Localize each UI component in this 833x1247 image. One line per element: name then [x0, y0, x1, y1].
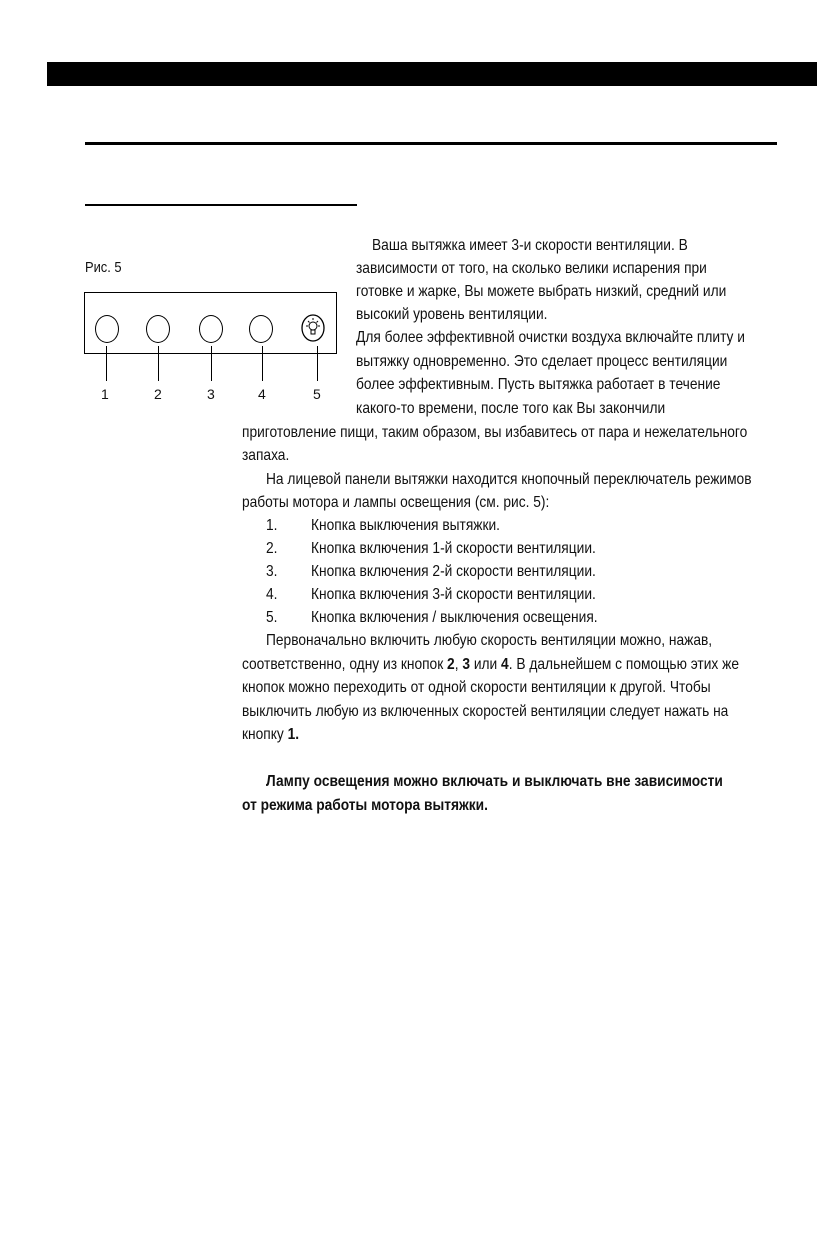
text-span: . В дальнейшем с помощью этих же: [508, 656, 739, 673]
text-line: более эффективным. Пусть вытяжка работает в течение: [356, 376, 721, 393]
text-line: вытяжку одновременно. Это сделает процесс вентиляции: [356, 353, 728, 370]
list-number: 4.: [266, 586, 278, 603]
text-line: зависимости от того, на сколько велики испарения при: [356, 260, 707, 277]
text-line: запаха.: [242, 447, 290, 464]
text-line: На лицевой панели вытяжки находится кнопочный переключатель режимов: [266, 471, 752, 488]
bold-button-ref: 4: [501, 656, 509, 673]
header-bar: [47, 62, 817, 86]
leader-line: [106, 346, 107, 381]
text-line: Первоначально включить любую скорость вентиляции можно, нажав,: [266, 632, 713, 649]
list-item: Кнопка включения / выключения освещения.: [311, 609, 598, 626]
note-line: Лампу освещения можно включать и выключать вне зависимости: [266, 773, 723, 790]
text-line: [242, 726, 299, 744]
text-line: выключить любую из включенных скоростей вентиляции следует нажать на: [242, 703, 729, 720]
text-span: или: [470, 656, 502, 673]
list-item: Кнопка включения 1-й скорости вентиляции.: [311, 540, 596, 557]
list-item: Кнопка включения 3-й скорости вентиляции.: [311, 586, 596, 603]
bold-button-ref: 2: [447, 656, 455, 673]
list-number: 1.: [266, 517, 278, 534]
text-line: приготовление пищи, таким образом, вы избавитесь от пара и нежелательного: [242, 424, 748, 441]
text-line: Ваша вытяжка имеет 3-и скорости вентиляции. В: [372, 237, 688, 254]
list-item: Кнопка выключения вытяжки.: [311, 517, 501, 534]
button-4-circle: [249, 315, 273, 343]
list-number: 3.: [266, 563, 278, 580]
button-2-circle: [146, 315, 170, 343]
text-span: кнопку: [242, 726, 288, 743]
subsection-divider: [85, 204, 357, 206]
leader-line: [211, 346, 212, 381]
text-line: высокий уровень вентиляции.: [356, 306, 548, 323]
button-number: 5: [313, 386, 321, 402]
text-line: какого-то времени, после того как Вы закончили: [356, 400, 666, 417]
section-divider: [85, 142, 777, 145]
leader-line: [317, 346, 318, 381]
figure-caption: Рис. 5: [85, 259, 122, 276]
list-number: 5.: [266, 609, 278, 626]
button-number: 4: [258, 386, 266, 402]
button-number: 2: [154, 386, 162, 402]
bold-button-ref: 1.: [287, 726, 300, 743]
leader-line: [158, 346, 159, 381]
text-line: готовке и жарке, Вы можете выбрать низкий, средний или: [356, 283, 727, 300]
button-1-circle: [95, 315, 119, 343]
text-line: кнопок можно переходить от одной скорости вентиляции к другой. Чтобы: [242, 679, 711, 696]
button-3-circle: [199, 315, 223, 343]
list-item: Кнопка включения 2-й скорости вентиляции.: [311, 563, 596, 580]
text-span: ,: [454, 656, 463, 673]
text-line: [242, 656, 739, 674]
lamp-icon: [301, 314, 325, 342]
leader-line: [262, 346, 263, 381]
bold-button-ref: 3: [462, 656, 471, 673]
list-number: 2.: [266, 540, 278, 557]
button-number: 3: [207, 386, 215, 402]
text-span: соответственно, одну из кнопок: [242, 656, 448, 673]
text-line: работы мотора и лампы освещения (см. рис. 5):: [242, 494, 550, 511]
text-line: Для более эффективной очистки воздуха включайте плиту и: [356, 329, 745, 346]
button-number: 1: [101, 386, 109, 402]
note-line: от режима работы мотора вытяжки.: [242, 797, 488, 814]
